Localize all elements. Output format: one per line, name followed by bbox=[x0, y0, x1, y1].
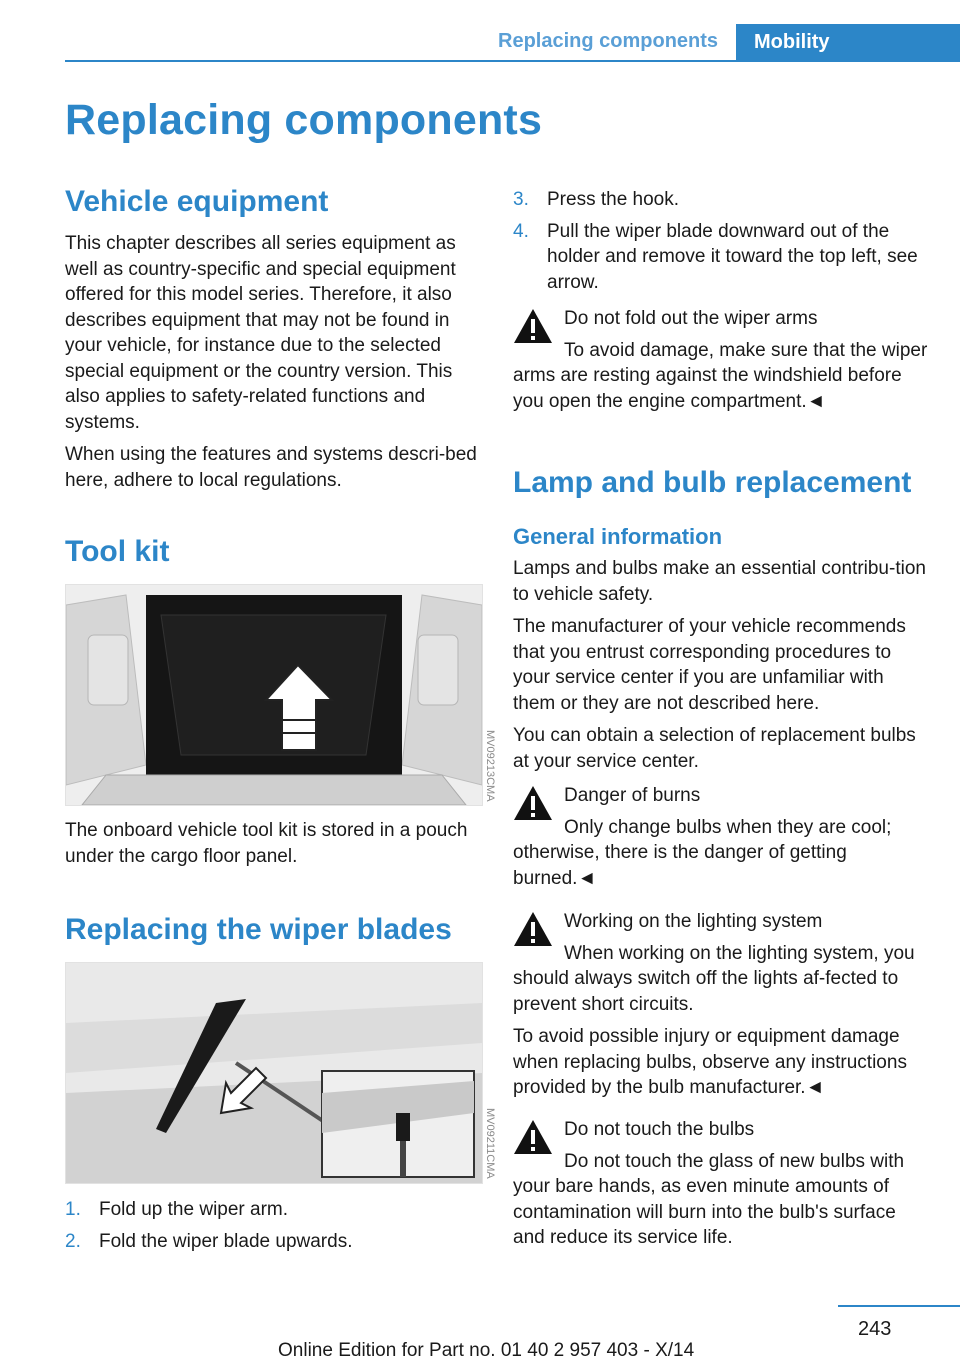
warning-icon bbox=[513, 308, 553, 344]
tool-kit-figure bbox=[65, 584, 483, 806]
warning-title: Danger of burns bbox=[564, 785, 701, 806]
warning-title: Do not fold out the wiper arms bbox=[564, 308, 818, 329]
tool-kit-figure-code: MV09213CMA bbox=[484, 730, 496, 802]
page-title: Replacing components bbox=[65, 96, 543, 144]
step-text: Pull the wiper blade downward out of the holder and remove it toward the top left, see arrow. bbox=[547, 220, 918, 293]
warning-body: Only change bulbs when they are cool; otherwise, there is the danger of getting burned.◄ bbox=[513, 816, 892, 889]
warning-icon bbox=[513, 785, 553, 821]
tool-kit-body bbox=[65, 818, 483, 876]
step-number: 4. bbox=[513, 220, 529, 242]
lamp-body bbox=[513, 556, 931, 781]
list-item bbox=[65, 1229, 483, 1255]
general-information-heading: General information bbox=[513, 524, 723, 549]
chapter-tab[interactable] bbox=[736, 24, 960, 61]
lamp-paragraph-2: The manufacturer of your vehicle recommends that you entrust corresponding procedures to your service center if you are unfamiliar with them or they are not described here. bbox=[513, 616, 906, 714]
vehicle-equipment-paragraph-2: When using the features and systems descri-bed here, adhere to local regulations. bbox=[65, 444, 477, 491]
wiper-figure bbox=[65, 962, 483, 1184]
step-number: 2. bbox=[65, 1230, 81, 1252]
vehicle-equipment-heading: Vehicle equipment bbox=[65, 185, 329, 218]
warning-title: Do not touch the bulbs bbox=[564, 1119, 755, 1140]
tool-kit-text: The onboard vehicle tool kit is stored in a pouch under the cargo floor panel. bbox=[65, 820, 468, 867]
wiper-steps-list bbox=[65, 1197, 483, 1260]
lamp-heading: Lamp and bulb replacement bbox=[513, 466, 912, 499]
edition-note: Online Edition for Part no. 01 40 2 957 403 - X/14 bbox=[278, 1340, 695, 1361]
tool-kit-heading: Tool kit bbox=[65, 535, 170, 568]
vehicle-equipment-body bbox=[65, 231, 483, 500]
wiper-warning bbox=[513, 306, 931, 414]
step-number: 3. bbox=[513, 189, 529, 210]
wiper-heading: Replacing the wiper blades bbox=[65, 913, 452, 946]
chapter-tab-label: Mobility bbox=[754, 31, 830, 53]
warning-body: To avoid damage, make sure that the wiper arms are resting against the windshield before you open the engine compartment.◄ bbox=[513, 339, 928, 412]
list-item bbox=[513, 219, 931, 296]
burn-warning bbox=[513, 783, 931, 891]
list-item bbox=[513, 187, 931, 213]
page-number: 243 bbox=[858, 1318, 892, 1340]
list-item bbox=[65, 1197, 483, 1223]
warning-body: When working on the lighting system, you should always switch off the lights af-fected to prevent short circuits. bbox=[513, 942, 915, 1015]
wiper-figure-code: MV09211CMA bbox=[484, 1108, 496, 1179]
wiper-blade-illustration bbox=[66, 963, 482, 1183]
warning-icon bbox=[513, 1119, 553, 1155]
warning-body: Do not touch the glass of new bulbs with your bare hands, as even minute amounts of contamination will burn into the bulb's surface and reduce its service life. bbox=[513, 1150, 905, 1248]
lamp-paragraph-3: You can obtain a selection of replacement bulbs at your service center. bbox=[513, 725, 916, 772]
step-number: 1. bbox=[65, 1199, 81, 1220]
step-text: Press the hook. bbox=[547, 189, 680, 210]
vehicle-equipment-paragraph-1: This chapter describes all series equipment as well as country-specific and special equipment offered for this model series. Therefore, it also describes equipment that may not be found in your vehicle, for instance due to the selected special equipment or the country version. This also applies to safety-related functions and systems. bbox=[65, 233, 456, 433]
lighting-system-warning bbox=[513, 909, 931, 1101]
footer-rule bbox=[838, 1305, 960, 1307]
cargo-area-illustration bbox=[66, 585, 482, 805]
wiper-steps-list-continued bbox=[513, 187, 931, 301]
warning-body-continued: To avoid possible injury or equipment damage when replacing bulbs, observe any instructions provided by the bulb manufacturer.◄ bbox=[513, 1026, 907, 1098]
warning-icon bbox=[513, 911, 553, 947]
lamp-paragraph-1: Lamps and bulbs make an essential contribu-tion to vehicle safety. bbox=[513, 558, 926, 605]
running-header-section: Replacing components bbox=[498, 30, 719, 52]
step-text: Fold up the wiper arm. bbox=[99, 1199, 289, 1220]
step-text: Fold the wiper blade upwards. bbox=[99, 1230, 353, 1252]
warning-title: Working on the lighting system bbox=[564, 911, 823, 932]
header-rule bbox=[65, 60, 960, 62]
bulb-touch-warning bbox=[513, 1117, 931, 1251]
